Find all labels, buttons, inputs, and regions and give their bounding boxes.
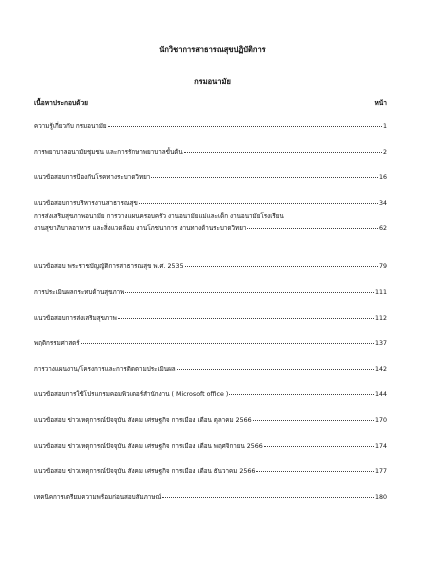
dot-leader [264,446,374,447]
dot-leader [229,394,374,395]
toc-entry-page: 170 [374,416,387,424]
dot-leader [247,228,378,229]
dot-leader [256,471,374,472]
toc-entry-page: 137 [374,340,387,348]
toc-entry [34,415,387,441]
toc-header-contents: เนื้อหาประกอบด้วย [34,99,89,107]
toc-entry-page: 62 [378,225,387,233]
toc-entry-text: แนวข้อสอบ ข่าวเหตุการณ์ปัจจุบัน สังคม เศรษฐกิจ การเมือง เดือน ธันวาคม 2566 [34,468,256,476]
toc-entry-page: 142 [374,365,387,373]
toc-entry [34,213,387,261]
toc-entry-text: แนวข้อสอบการบริหารงานสาธารณสุข [34,199,138,207]
dot-leader [151,177,378,178]
toc-header-page: หน้า [374,99,387,107]
toc-entry-text: การประเมินผลกระทบด้านสุขภาพ [34,288,125,296]
toc-entry-page: 112 [374,314,387,322]
page-subtitle: กรมอนามัย [194,77,231,86]
toc-entry [34,364,387,390]
toc-entry-page: 144 [374,391,387,399]
dot-leader [125,292,374,293]
dot-leader [118,318,374,319]
toc-entry [34,261,387,287]
dot-leader [177,369,374,370]
toc-entry [34,172,387,198]
toc-entry [34,338,387,364]
table-of-contents [34,121,387,517]
dot-leader [253,420,374,421]
toc-entry-text-line1: การส่งเสริมสุขภาพอนามัย การวางแผนครอบครัว งานอนามัยแม่และเด็ก งานอนามัยโรงเรียน [34,213,284,221]
dot-leader [139,203,378,204]
toc-entry-text: การวางแผนงาน/โครงการและการติดตามประเมินผล [34,365,176,373]
toc-entry [34,441,387,467]
page-title: นักวิชาการสาธารณสุขปฏิบัติการ [159,45,266,54]
toc-entry-text: เทคนิคการเตรียมความพร้อมก่อนสอบสัมภาษณ์ [34,493,162,501]
toc-entry [34,147,387,173]
dot-leader [184,152,382,153]
toc-entry-text: งานสุขาภิบาลอาหาร และสิ่งแวดล้อม งานโภชนาการ งานทางด้านระบาดวิทยา [34,225,247,233]
dot-leader [108,126,382,127]
toc-entry [34,492,387,518]
toc-entry-page: 177 [374,468,387,476]
toc-header [34,97,387,107]
toc-entry-page: 174 [374,442,387,450]
toc-entry-page: 180 [374,493,387,501]
toc-entry-text: แนวข้อสอบการใช้โปรแกรมคอมพิวเตอร์สำนักงาน ( Microsoft office ) [34,391,229,399]
toc-entry-text: พฤติกรรมศาสตร์ [34,340,80,348]
toc-entry-page: 111 [374,288,387,296]
toc-entry-page: 79 [378,263,387,271]
toc-entry [34,466,387,492]
toc-entry [34,389,387,415]
toc-entry-text: การพยาบาลอนามัยชุมชน และการรักษาพยาบาลขั้นต้น [34,148,183,156]
dot-leader [81,343,374,344]
toc-entry [34,287,387,313]
toc-entry-page: 34 [378,199,387,207]
toc-entry [34,121,387,147]
dot-leader [185,266,378,267]
toc-entry-text: แนวข้อสอบ ข่าวเหตุการณ์ปัจจุบัน สังคม เศรษฐกิจ การเมือง เดือน พฤศจิกายน 2566 [34,442,263,450]
toc-entry-text: แนวข้อสอบการป้องกันโรคทางระบาดวิทยา [34,174,151,182]
toc-entry-page: 2 [382,148,387,156]
toc-entry-text: ความรู้เกี่ยวกับ กรมอนามัย [34,123,107,130]
toc-entry-text: แนวข้อสอบ พระราชบัญญัติการสาธารณสุข พ.ศ. 2535 [34,263,184,271]
toc-entry [34,313,387,339]
toc-entry-page: 1 [382,123,387,130]
toc-entry-text: แนวข้อสอบ ข่าวเหตุการณ์ปัจจุบัน สังคม เศรษฐกิจ การเมือง เดือน ตุลาคม 2566 [34,416,252,424]
toc-entry-text: แนวข้อสอบการส่งเสริมสุขภาพ [34,314,117,322]
toc-entry-page: 16 [378,174,387,182]
dot-leader [162,497,374,498]
